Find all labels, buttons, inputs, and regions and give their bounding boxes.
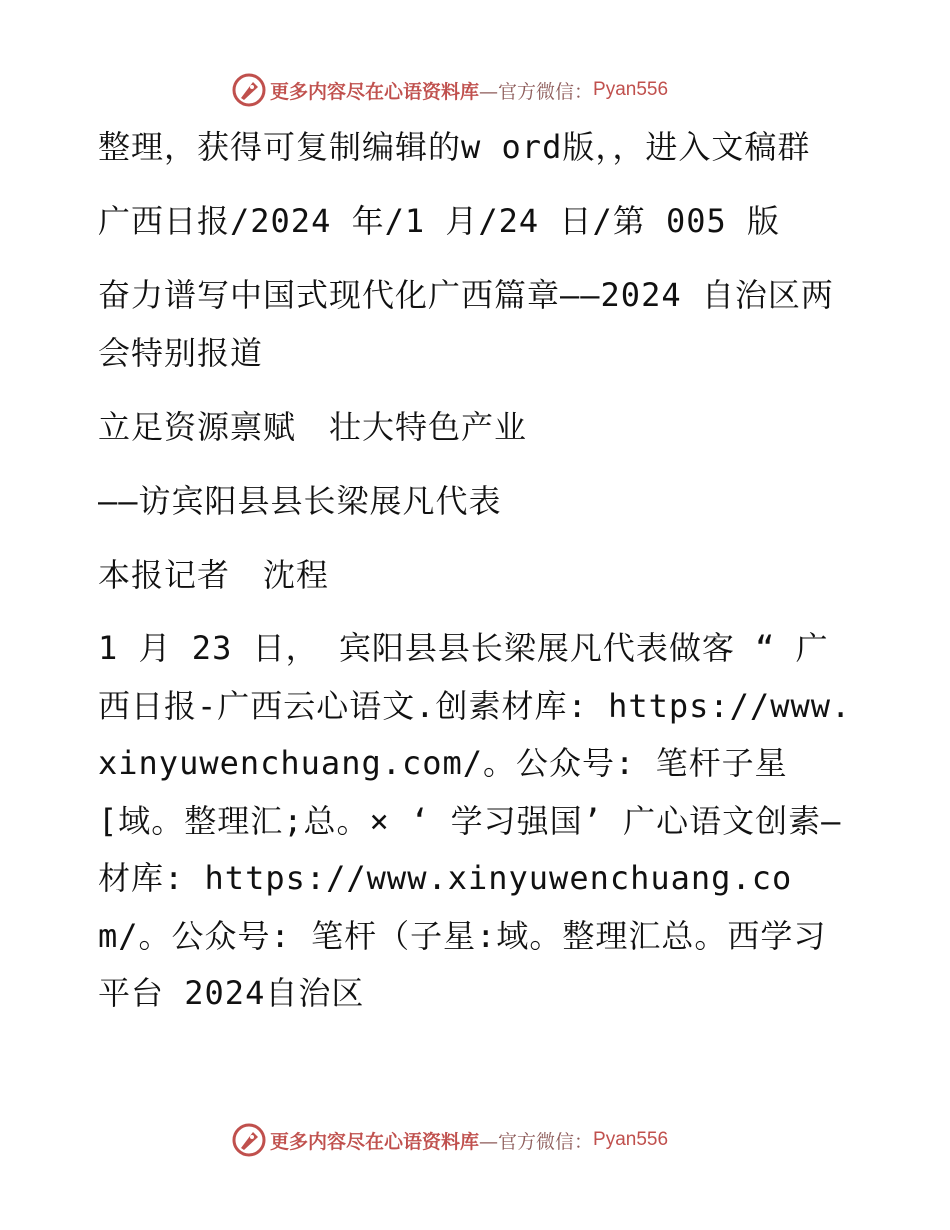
- banner-wechat-id: Pyan556: [593, 79, 669, 100]
- document-body: [98, 118, 858, 1039]
- intro-paragraph: 整理，获得可复制编辑的w ord版，，进入文稿群: [98, 128, 811, 166]
- banner-brand-text: 更多内容尽在心语资料库: [270, 80, 480, 103]
- header-watermark-banner: [232, 72, 668, 108]
- article-subtitle: ——访宾阳县县长梁展凡代表: [98, 482, 502, 520]
- byline: 本报记者 沈程: [98, 556, 330, 594]
- article-title: 立足资源禀赋 壮大特色产业: [98, 408, 528, 446]
- banner-brand-text: 更多内容尽在心语资料库: [270, 1130, 480, 1153]
- banner-official-label: —官方微信：: [479, 1130, 594, 1153]
- footer-watermark-banner: [232, 1122, 668, 1158]
- source-line: 广西日报/2024 年/1 月/24 日/第 005 版: [98, 202, 781, 240]
- banner-official-label: —官方微信：: [479, 80, 594, 103]
- banner-wechat-id: Pyan556: [593, 1129, 669, 1150]
- series-heading: 奋力谱写中国式现代化广西篇章——2024 自治区两会特别报道: [98, 276, 834, 372]
- pen-nib-logo-icon: [232, 1123, 266, 1157]
- body-paragraph: 1 月 23 日， 宾阳县县长梁展凡代表做客 “ 广西日报-广西云心语文.创素材库: https://www.xinyuwenchuang.com/。公众号: 笔杆子星[域。整理汇;总。× ‘ 学习强国’ 广心语文创素—材库: https://www.xinyuwenchuang.com/。公众号: 笔杆（子星:域。整理汇总。西学习平台 2024自治区: [98, 629, 852, 1012]
- pen-nib-logo-icon: [232, 73, 266, 107]
